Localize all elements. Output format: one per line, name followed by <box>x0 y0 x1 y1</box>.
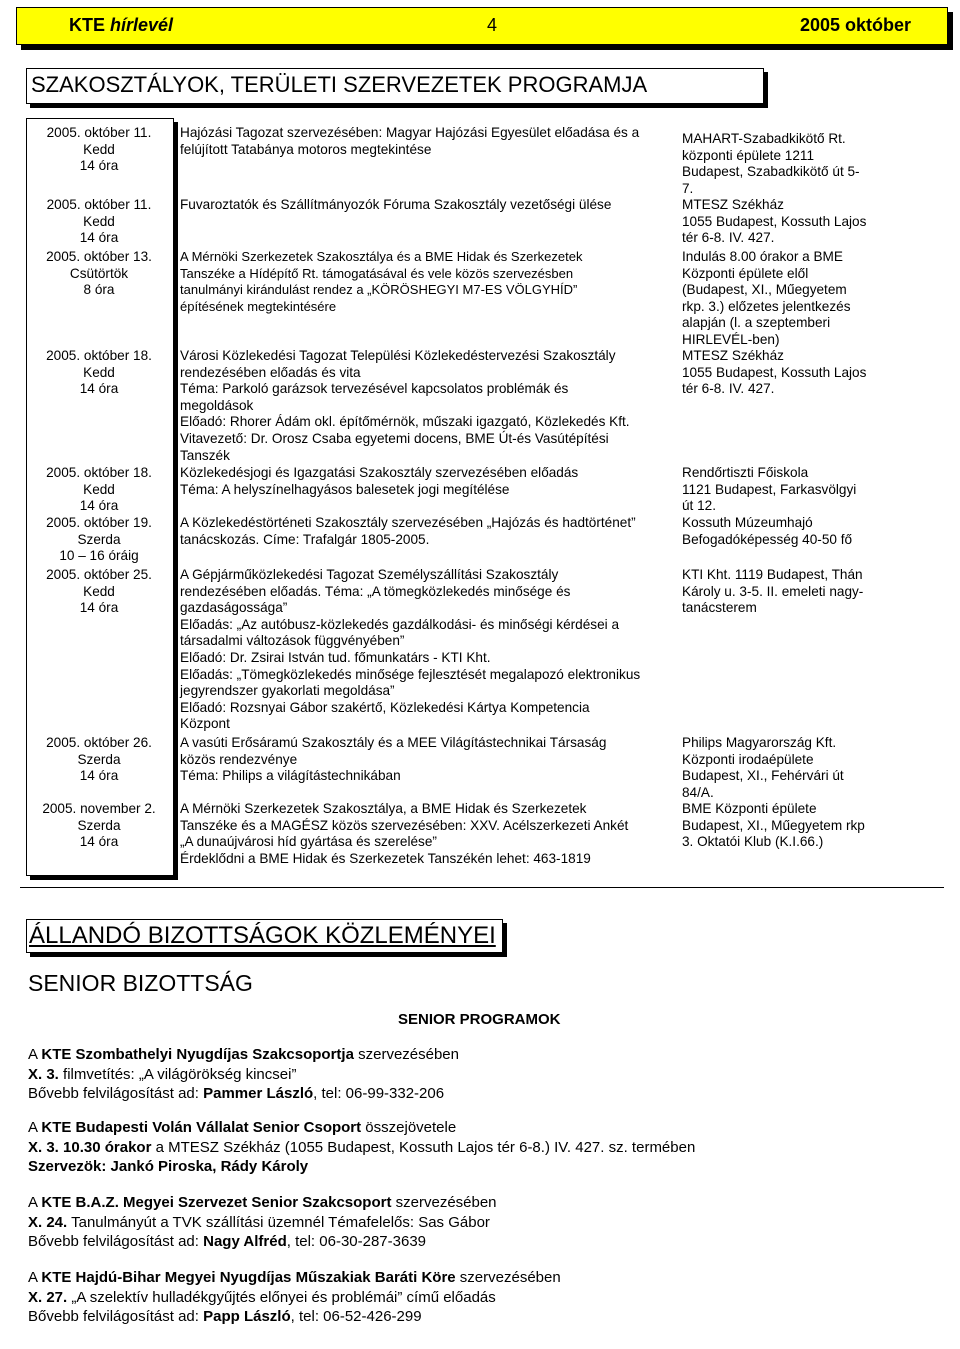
event-when-line: 14 óra <box>79 834 119 850</box>
event-where <box>682 735 878 801</box>
senior-program <box>28 1268 928 1327</box>
event-what-line: A Mérnöki Szerkezetek Szakosztálya, a BME Hidak és Szerkezetek <box>180 801 587 816</box>
event-when <box>26 801 172 851</box>
senior-program <box>28 1118 928 1177</box>
event-what-line: Fuvaroztatók és Szállítmányozók Fóruma Szakosztály vezetőségi ülése <box>180 197 612 212</box>
event-what-line: Téma: A helyszínelhagyásos balesetek jogi megítélése <box>180 481 510 497</box>
event-where-line: Philips Magyarország Kft. <box>682 735 837 750</box>
event-where-line: Központi épülete elől <box>682 265 809 281</box>
event-what-line: Közlekedésjogi és Igazgatási Szakosztály szervezésében előadás <box>180 465 579 480</box>
event-where-line: Kossuth Múzeumhajó <box>682 515 813 530</box>
event-what <box>180 567 672 733</box>
event-where-line: 1055 Budapest, Kossuth Lajos <box>682 364 867 380</box>
event-when-line: Szerda <box>77 817 121 833</box>
event-where-line: tér 6-8. IV. 427. <box>682 230 775 246</box>
event-what <box>180 249 672 315</box>
event-what-line: gazdaságossága” <box>180 600 288 616</box>
senior-text: KTE Hajdú-Bihar Megyei Nyugdíjas Műszakiak Baráti Köre <box>41 1269 456 1286</box>
event-where-line: Rendőrtiszti Főiskola <box>682 465 809 480</box>
event-when-line: 14 óra <box>79 768 119 784</box>
event-when <box>26 515 172 565</box>
page-number: 4 <box>487 15 498 35</box>
event-what <box>180 348 672 464</box>
event-when-line: 14 óra <box>79 230 119 246</box>
senior-program-line <box>28 1084 928 1104</box>
senior-program-line <box>28 1213 928 1233</box>
senior-committee-title: SENIOR BIZOTTSÁG <box>28 970 253 996</box>
senior-text: filmvetítés: „A világörökség kincsei” <box>58 1065 297 1083</box>
event-when-line: Kedd <box>83 481 115 497</box>
senior-text: Pammer László <box>203 1085 314 1102</box>
event-when-line: 2005. október 18. <box>46 465 152 480</box>
event-what-line: rendezésében előadás és vita <box>180 364 361 380</box>
event-what <box>180 465 672 498</box>
senior-program-line <box>28 1232 928 1252</box>
event-when-line: 8 óra <box>83 282 115 298</box>
senior-text: , tel: 06-99-332-206 <box>313 1085 445 1102</box>
section-title: SZAKOSZTÁLYOK, TERÜLETI SZERVEZETEK PROGRAMJA <box>31 72 648 97</box>
senior-program-line <box>28 1288 928 1308</box>
event-when-line: 2005. október 19. <box>46 515 152 530</box>
event-where-line: Budapest, Szabadkikötő út 5- <box>682 164 860 180</box>
event-when-line: Kedd <box>83 141 115 157</box>
event-when-line: 2005. október 11. <box>46 125 152 140</box>
event-when-line: Csütörtök <box>69 265 129 281</box>
event-what-line: A vasúti Erősáramú Szakosztály és a MEE Világítástechnikai Társaság <box>180 735 607 750</box>
event-when <box>26 125 172 175</box>
event-when-line: Szerda <box>77 751 121 767</box>
event-what-line: „A dunaújvárosi híd gyártása és szerelése” <box>180 834 437 850</box>
event-where <box>682 567 878 617</box>
senior-text: Bővebb felvilágosítást ad: <box>28 1233 204 1250</box>
senior-text: Nagy Alfréd <box>203 1233 287 1250</box>
senior-program-line <box>28 1193 928 1213</box>
senior-text: „A szelektív hulladékgyűjtés előnyei és problémái” című előadás <box>67 1288 496 1306</box>
event-what <box>180 801 672 867</box>
event-what-line: tanulmányi kirándulást rendez a „KÖRÖSHEGYI M7-ES VÖLGYHÍD” <box>180 282 578 298</box>
event-where-line: központi épülete 1211 <box>682 147 815 163</box>
event-where <box>682 348 878 398</box>
event-what-line: A Közlekedéstörténeti Szakosztály szervezésében „Hajózás és hadtörténet” <box>180 515 636 530</box>
event-where-line: MTESZ Székház <box>682 348 784 363</box>
senior-program-line <box>28 1065 928 1085</box>
senior-text: X. 24. <box>28 1213 68 1231</box>
event-what-line: tanácskozás. Címe: Trafalgár 1805-2005. <box>180 531 430 547</box>
senior-text: Bővebb felvilágosítást ad: <box>28 1308 204 1325</box>
senior-text: szervezésében <box>353 1046 459 1063</box>
event-when-line: Kedd <box>83 364 115 380</box>
event-when-line: 2005. október 25. <box>46 567 152 582</box>
event-when-line: 14 óra <box>79 498 119 514</box>
event-where-line: (Budapest, XI., Műegyetem <box>682 282 847 298</box>
event-what-line: jegyrendszer gyakorlati megoldása” <box>180 683 395 699</box>
event-what-line: Városi Közlekedési Tagozat Települési Közlekedéstervezési Szakosztály <box>180 348 616 363</box>
event-where-line: tér 6-8. IV. 427. <box>682 381 775 397</box>
event-what-line: Központ <box>180 716 230 732</box>
event-where-line: HIRLEVÉL-ben) <box>682 331 780 347</box>
event-what-line: Tanszéke a Hídépítő Rt. támogatásával és vele közös szervezésben <box>180 265 574 281</box>
event-where-line: alapján (l. a szeptemberi <box>682 315 831 331</box>
event-where-line: Központi irodaépülete <box>682 751 814 767</box>
event-where-line: út 12. <box>682 498 717 514</box>
event-where-line: 84/A. <box>682 784 714 800</box>
event-what-line: Előadó: Rhorer Ádám okl. építőmérnök, műszaki igazgató, Közlekedés Kft. <box>180 414 630 430</box>
senior-text: , tel: 06-30-287-3639 <box>286 1233 427 1250</box>
event-when <box>26 348 172 398</box>
event-when-line: 2005. november 2. <box>42 801 156 816</box>
header-date: 2005 október <box>799 15 911 35</box>
event-where-line: KTI Kht. 1119 Budapest, Thán <box>682 567 863 582</box>
event-what-line: felújított Tatabánya motoros megtekintése <box>180 141 432 157</box>
event-when-line: 14 óra <box>79 381 119 397</box>
standing-committees-title: ÁLLANDÓ BIZOTTSÁGOK KÖZLEMÉNYEI <box>26 919 503 953</box>
event-where-line: 1121 Budapest, Farkasvölgyi <box>682 481 857 497</box>
event-what-line: Előadó: Dr. Zsirai István tud. főmunkatárs - KTI Kht. <box>180 649 491 665</box>
event-where <box>682 515 878 548</box>
senior-text: X. 27. <box>28 1288 68 1306</box>
event-what-line: Tanszéke és a MAGÉSZ közös szervezésében: XXV. Acélszerkezeti Ankét <box>180 817 629 833</box>
senior-program <box>28 1193 928 1252</box>
event-where-line: BME Központi épülete <box>682 801 817 816</box>
senior-text: A <box>28 1269 42 1286</box>
event-what <box>180 125 672 158</box>
senior-text: X. 3. <box>28 1065 59 1083</box>
event-when-line: 2005. október 13. <box>46 249 152 264</box>
senior-programs-title: SENIOR PROGRAMOK <box>398 1011 561 1028</box>
event-what-line: társadalmi változások függvényében” <box>180 633 405 649</box>
event-what-line: Vitavezető: Dr. Orosz Csaba egyetemi docens, BME Út-és Vasútépítési <box>180 430 609 446</box>
senior-program-line <box>28 1307 928 1327</box>
event-what-line: rendezésében előadás. Téma: „A tömegközlekedés minősége és <box>180 583 571 599</box>
event-when-line: 14 óra <box>79 600 119 616</box>
event-when-line: Kedd <box>83 583 115 599</box>
event-when <box>26 567 172 617</box>
event-where-line: Budapest, XI., Műegyetem rkp <box>682 817 865 833</box>
event-where-line: MTESZ Székház <box>682 197 784 212</box>
event-where-line: Befogadóképesség 40-50 fő <box>682 531 853 547</box>
event-when <box>26 249 172 299</box>
senior-text: Szervezök: Jankó Piroska, Rády Károly <box>28 1158 309 1175</box>
event-when-line: 10 – 16 óráig <box>59 548 139 564</box>
event-when-line: 14 óra <box>79 158 119 174</box>
event-what-line: Téma: Philips a világítástechnikában <box>180 768 401 784</box>
senior-program-line <box>28 1138 928 1158</box>
event-where-line: Indulás 8.00 órakor a BME <box>682 249 843 264</box>
senior-text: Bővebb felvilágosítást ad: <box>28 1085 204 1102</box>
event-where <box>682 249 878 349</box>
event-what-line: Előadás: „Tömegközlekedés minősége fejlesztését megalapozó elektronikus <box>180 666 641 682</box>
event-what-line: A Gépjárműközlekedési Tagozat Személyszállítási Szakosztály <box>180 567 559 582</box>
senior-text: KTE B.A.Z. Megyei Szervezet Senior Szakcsoport <box>41 1194 392 1211</box>
event-when-line: 2005. október 18. <box>46 348 152 363</box>
event-where <box>682 197 878 247</box>
event-when-line: Szerda <box>77 531 121 547</box>
divider <box>20 887 944 888</box>
header-title: KTE hírlevél <box>69 15 174 35</box>
senior-text: Tanulmányút a TVK szállítási üzemnél Témafelelős: Sas Gábor <box>67 1213 490 1231</box>
event-where <box>682 131 878 197</box>
senior-text: szervezésében <box>455 1269 561 1286</box>
event-what-line: építésének megtekintésére <box>180 298 337 314</box>
senior-text: KTE Szombathelyi Nyugdíjas Szakcsoportja <box>41 1046 354 1063</box>
event-when <box>26 465 172 515</box>
senior-text: Papp László <box>203 1308 291 1325</box>
senior-program-line <box>28 1118 928 1138</box>
senior-text: szervezésében <box>391 1194 497 1211</box>
senior-text: összejövetele <box>361 1119 457 1136</box>
senior-text: A <box>28 1119 42 1136</box>
event-where-line: 7. <box>682 180 694 196</box>
event-what-line: Tanszék <box>180 447 230 463</box>
senior-text: a MTESZ Székház (1055 Budapest, Kossuth Lajos tér 6-8.) IV. 427. sz. termében <box>151 1138 696 1156</box>
event-where <box>682 465 878 515</box>
event-when-line: Kedd <box>83 213 115 229</box>
event-what-line: Előadás: „Az autóbusz-közlekedés gazdálkodási- és minőségi kérdései a <box>180 616 620 632</box>
event-where-line: Károly u. 3-5. II. emeleti nagy- <box>682 583 864 599</box>
event-what <box>180 515 672 548</box>
event-where-line: Budapest, XI., Fehérvári út <box>682 768 844 784</box>
senior-program-line <box>28 1045 928 1065</box>
event-what-line: megoldások <box>180 397 254 413</box>
event-where-line: tanácsterem <box>682 600 757 616</box>
event-where-line: MAHART-Szabadkikötő Rt. <box>682 131 846 146</box>
newsletter-header <box>16 7 948 45</box>
senior-text: A <box>28 1046 42 1063</box>
senior-text: KTE Budapesti Volán Vállalat Senior Csoport <box>41 1119 362 1136</box>
event-where-line: 3. Oktatói Klub (K.I.66.) <box>682 834 824 850</box>
senior-text: X. 3. 10.30 órakor <box>28 1138 152 1156</box>
event-what-line: Hajózási Tagozat szervezésében: Magyar Hajózási Egyesület előadása és a <box>180 125 640 140</box>
event-what-line: Előadó: Rozsnyai Gábor szakértő, Közlekedési Kártya Kompetencia <box>180 699 590 715</box>
senior-text: , tel: 06-52-426-299 <box>290 1308 422 1325</box>
event-when-line: 2005. október 11. <box>46 197 152 212</box>
senior-text: A <box>28 1194 42 1211</box>
event-what-line: Érdeklődni a BME Hidak és Szerkezetek Tanszékén lehet: 463-1819 <box>180 850 591 866</box>
event-what-line: Téma: Parkoló garázsok tervezésével kapcsolatos problémák és <box>180 381 569 397</box>
event-when-line: 2005. október 26. <box>46 735 152 750</box>
event-where <box>682 801 878 851</box>
senior-program-line <box>28 1268 928 1288</box>
senior-program <box>28 1045 928 1104</box>
event-what-line: közös rendezvénye <box>180 751 298 767</box>
event-where-line: rkp. 3.) előzetes jelentkezés <box>682 298 851 314</box>
event-where-line: 1055 Budapest, Kossuth Lajos <box>682 213 867 229</box>
event-what <box>180 735 672 785</box>
event-when <box>26 197 172 247</box>
event-when <box>26 735 172 785</box>
event-what-line: A Mérnöki Szerkezetek Szakosztálya és a BME Hidak és Szerkezetek <box>180 249 583 264</box>
senior-program-line <box>28 1157 928 1177</box>
section-title-box <box>26 68 764 104</box>
event-what <box>180 197 672 214</box>
